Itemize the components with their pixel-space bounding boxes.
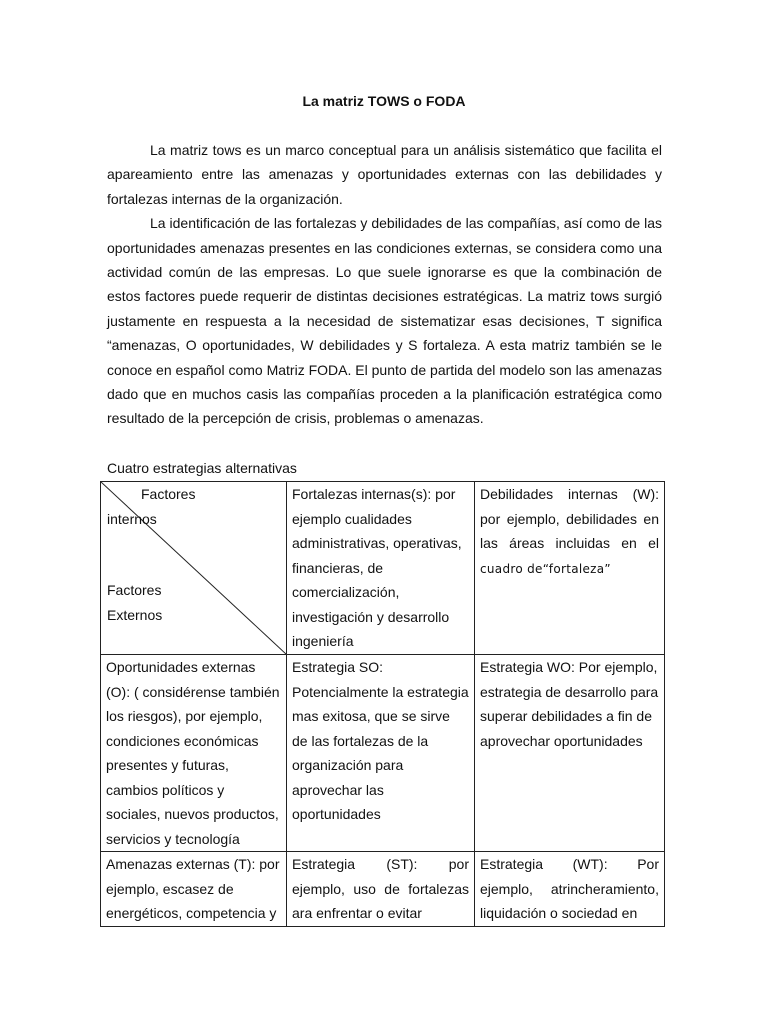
paragraph-intro: La matriz tows es un marco conceptual para un análisis sistemático que facilita el apareamiento entre las amenazas y oportunidades externas con las debilidades y fortalezas internas de la organización.	[107, 142, 662, 207]
strategy-wo-text: Estrategia WO: Por ejemplo, estrategia de desarrollo para superar debilidades a fin de aprovechar oportunidades	[480, 659, 659, 749]
header-strengths-cell	[287, 482, 475, 655]
internal-factors-label	[107, 482, 195, 531]
header-weaknesses-text: Debilidades internas (W): por ejemplo, debilidades en las áreas incluidas en el	[480, 486, 659, 551]
opportunities-label: Oportunidades externas (O): ( considérense también los riesgos), por ejemplo, condiciones económicas presentes y futuras, cambios políticos y sociales, nuevos productos, servicios y tecnología	[106, 659, 280, 847]
internal-factors-line1: Factores	[141, 486, 196, 502]
body-text	[107, 138, 662, 431]
header-weaknesses-tail: cuadro de“fortaleza”	[480, 561, 611, 576]
table-row-threats	[101, 852, 665, 927]
strategy-wt-cell	[475, 852, 665, 927]
external-factors-line2: Externos	[107, 606, 163, 623]
table-caption: Cuatro estrategias alternativas	[107, 460, 297, 476]
strategy-wo-cell	[475, 655, 665, 852]
corner-cell	[101, 482, 287, 655]
threats-label-cell	[101, 852, 287, 927]
table-row-header	[101, 482, 665, 655]
document-title: La matriz TOWS o FODA	[302, 93, 466, 109]
strategy-so-text: Estrategia SO: Potencialmente la estrategia mas exitosa, que se sirve de las fortalezas de la organización para aprovechar las oportunidades	[292, 659, 469, 822]
opportunities-label-cell	[101, 655, 287, 852]
external-factors-label	[107, 578, 162, 627]
external-factors-line1: Factores	[107, 582, 162, 598]
table-row-opportunities	[101, 655, 665, 852]
header-weaknesses-cell	[475, 482, 665, 655]
header-strengths-text: Fortalezas internas(s): por ejemplo cualidades administrativas, operativas, financieras, de comercialización, investigación y desarrollo ingeniería	[292, 486, 462, 649]
paragraph-explanation: La identificación de las fortalezas y debilidades de las compañías, así como de las oportunidades amenazas presentes en las condiciones externas, se considera como una actividad común de las empresas. Lo que suele ignorarse es que la combinación de estos factores puede requerir de distintas decisiones estratégicas. La matriz tows surgió justamente en respuesta a la necesidad de sistematizar esas decisiones, T significa “amenazas, O oportunidades, W debilidades y S fortaleza. A esta matriz también se le conoce en español como Matriz FODA. El punto de partida del modelo son las amenazas dado que en muchos casis las compañías proceden a la planificación estratégica como resultado de la percepción de crisis, problemas o amenazas.	[107, 215, 662, 427]
tows-matrix-table	[100, 481, 665, 927]
strategy-st-cell	[287, 852, 475, 927]
strategy-st-text: Estrategia (ST): por ejemplo, uso de fortalezas ara enfrentar o evitar	[292, 856, 469, 921]
threats-label: Amenazas externas (T): por ejemplo, escasez de energéticos, competencia y	[106, 856, 280, 921]
strategy-wt-text: Estrategia (WT): Por ejemplo, atrincheramiento, liquidación o sociedad en	[480, 856, 659, 921]
internal-factors-line2: internos	[107, 510, 157, 527]
strategy-so-cell	[287, 655, 475, 852]
